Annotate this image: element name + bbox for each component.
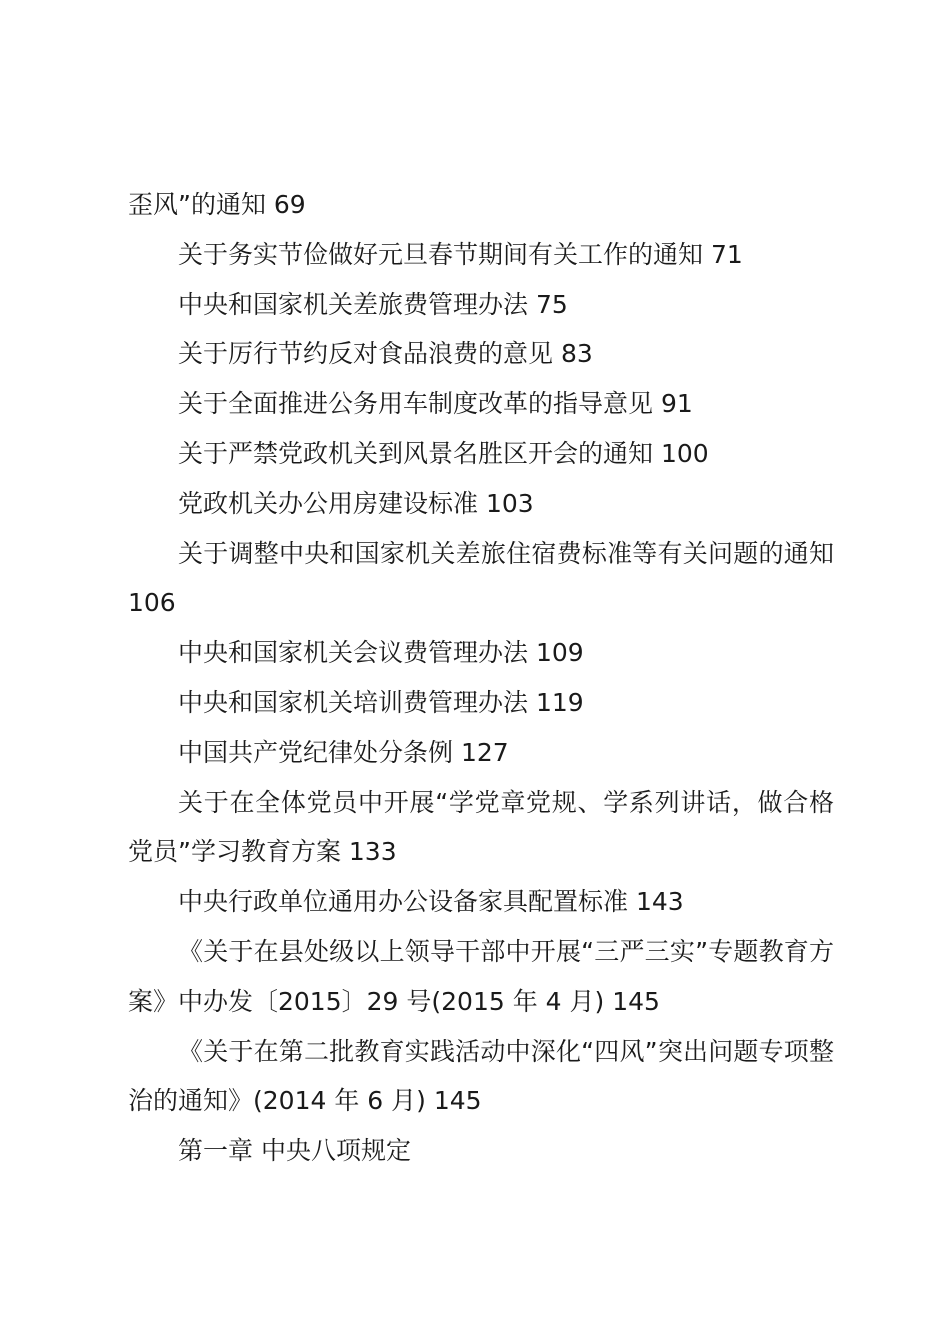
toc-entry[interactable]: 党政机关办公用房建设标准 103 <box>178 488 534 518</box>
toc-entry[interactable]: 《关于在第二批教育实践活动中深化“四风”突出问题专项整治的通知》(2014 年 6 月) 145 <box>128 1036 834 1116</box>
toc-entry[interactable]: 关于严禁党政机关到风景名胜区开会的通知 100 <box>178 438 709 468</box>
toc-entry[interactable]: 关于务实节俭做好元旦春节期间有关工作的通知 71 <box>178 239 743 269</box>
toc-entry[interactable]: 关于厉行节约反对食品浪费的意见 83 <box>178 339 593 369</box>
toc-entry[interactable]: 关于在全体党员中开展“学党章党规、学系列讲话，做合格党员”学习教育方案 133 <box>128 787 834 867</box>
toc-entry[interactable]: 《关于在县处级以上领导干部中开展“三严三实”专题教育方案》中办发〔2015〕29 号(2015 年 4 月) 145 <box>128 936 834 1016</box>
toc-entry[interactable]: 中央和国家机关会议费管理办法 109 <box>178 638 584 668</box>
toc-entry[interactable]: 中国共产党纪律处分条例 127 <box>178 737 509 767</box>
chapter-heading: 第一章 中央八项规定 <box>178 1136 411 1166</box>
toc-entry[interactable]: 中央和国家机关培训费管理办法 119 <box>178 687 584 717</box>
toc-entry[interactable]: 关于调整中央和国家机关差旅住宿费标准等有关问题的通知 106 <box>128 538 834 618</box>
toc-entry[interactable]: 中央行政单位通用办公设备家具配置标准 143 <box>178 887 684 917</box>
toc-entry[interactable]: 关于全面推进公务用车制度改革的指导意见 91 <box>178 389 693 419</box>
toc-entry[interactable]: 中央和国家机关差旅费管理办法 75 <box>178 289 568 319</box>
toc-entry[interactable]: 歪风”的通知 69 <box>128 190 306 219</box>
table-of-contents <box>128 180 834 1176</box>
